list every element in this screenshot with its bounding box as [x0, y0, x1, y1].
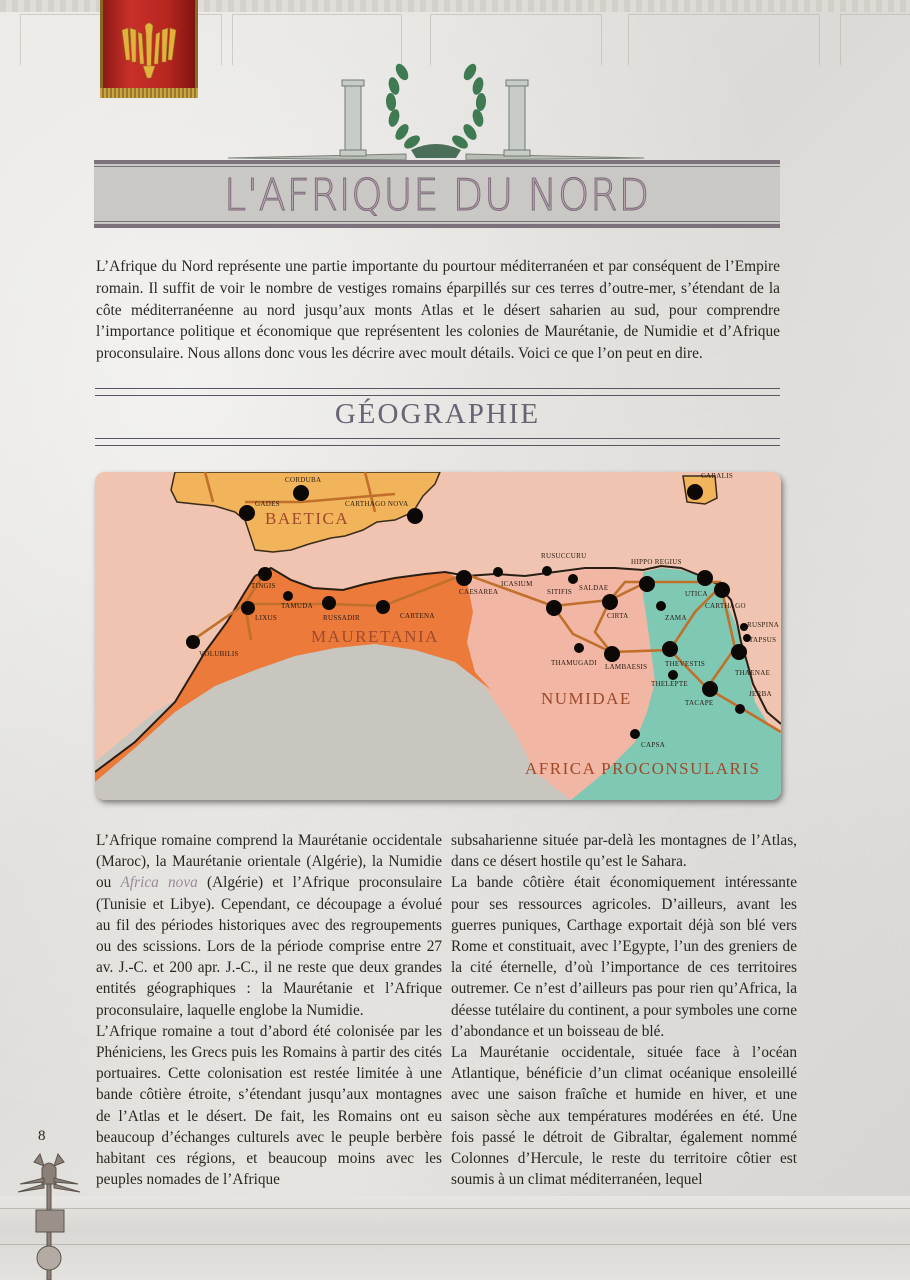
- column-right-base: [504, 150, 530, 156]
- wall-panel: [840, 14, 910, 65]
- city-marker: [702, 681, 718, 697]
- city-label: JERBA: [749, 690, 772, 698]
- text-column-left: [96, 830, 442, 1190]
- region-label-africa: AFRICA PROCONSULARIS: [525, 759, 761, 778]
- city-label: HIPPO REGIUS: [631, 558, 682, 566]
- city-marker: [376, 600, 390, 614]
- banner-fringe: [100, 88, 198, 98]
- city-marker: [239, 505, 255, 521]
- section-heading: GÉOGRAPHIE: [334, 398, 541, 430]
- paragraph: [96, 830, 442, 1021]
- city-marker: [731, 644, 747, 660]
- region-label-baetica: BAETICA: [265, 509, 350, 528]
- city-marker: [604, 646, 620, 662]
- paragraph: L’Afrique romaine a tout d’abord été colonisée par les Phéniciens, les Grecs puis les Romains à partir des cités portuaires. Cette colonisation est restée limitée à une bande côtière étroite, s’étendant jusqu’aux montagnes de l’Atlas et le désert. De fait, les Romains ont eu beaucoup d’échanges culturels avec le peuple berbère habitant ces régions, et beaucoup moins avec les peuples nomades de l’Afrique: [96, 1022, 442, 1189]
- wall-panel: [628, 14, 820, 65]
- city-marker: [456, 570, 472, 586]
- paragraph-text: L’Afrique romaine comprend la Maurétanie occidentale (Maroc), la Maurétanie orientale (Algérie), la Numidie ou: [96, 832, 442, 892]
- column-left-base: [340, 150, 366, 156]
- city-label: CARALIS: [701, 472, 734, 480]
- city-label: LAMBAESIS: [605, 663, 648, 671]
- city-label: THAMUGADI: [551, 659, 597, 667]
- roman-standard-icon: [14, 1150, 84, 1280]
- wall-line: [0, 1208, 910, 1209]
- section-rule-top: [95, 388, 780, 396]
- city-label: UTICA: [685, 590, 708, 598]
- city-label: CARTHAGO: [705, 602, 746, 610]
- region-label-mauretania: MAURETANIA: [311, 627, 439, 646]
- city-marker: [186, 635, 200, 649]
- city-label: THELEPTE: [651, 680, 689, 688]
- city-marker: [241, 601, 255, 615]
- city-marker: [714, 582, 730, 598]
- city-label: GADES: [255, 500, 280, 508]
- city-label: CARTHAGO NOVA: [345, 500, 409, 508]
- city-marker: [283, 591, 293, 601]
- city-label: CORDUBA: [285, 476, 322, 484]
- city-marker: [656, 601, 666, 611]
- city-marker: [687, 484, 703, 500]
- city-marker: [668, 670, 678, 680]
- city-marker: [574, 643, 584, 653]
- city-marker: [630, 729, 640, 739]
- wall-line: [0, 1244, 910, 1245]
- city-marker: [546, 600, 562, 616]
- city-marker: [735, 704, 745, 714]
- intro-paragraph: L’Afrique du Nord représente une partie importante du pourtour méditerranéen et par conséquent de l’Empire romain. Il suffit de voir le nombre de vestiges romains éparpillés sur ces terres d’outre-mer, s’étendant de la côte méditerranéenne au nord jusqu’aux monts Atlas et le désert saharien au sud, pour comprendre l’importance politique et économique que représentent les colonies de Maurétanie, de Numidie et d’Afrique proconsulaire. Nous allons donc vous les décrire avec moult détails. Voici ce que l’on peut en dire.: [96, 258, 780, 363]
- city-label: CAPSA: [641, 741, 666, 749]
- city-label: TACAPE: [685, 699, 714, 707]
- city-label: ZAMA: [665, 614, 687, 622]
- column-left-capital: [342, 80, 364, 86]
- map-north-africa: [95, 472, 781, 800]
- section-header: [95, 388, 780, 444]
- city-marker: [602, 594, 618, 610]
- city-label: RUSSADIR: [323, 614, 361, 622]
- city-label: RUSUCCURU: [541, 552, 587, 560]
- city-marker: [322, 596, 336, 610]
- city-label: TINGIS: [251, 582, 276, 590]
- region-label-numidae: NUMIDAE: [541, 689, 632, 708]
- italic-term: Africa nova: [120, 874, 198, 892]
- city-marker: [639, 576, 655, 592]
- paragraph-text: (Algérie) et l’Afrique proconsulaire (Tunisie et Libye). Cependant, ce découpage a évolué au fil des périodes historiques avec des regroupements ou des scissions. Lors de la période comprise entre 27 av. J.-C. et 200 apr. J.-C., il ne reste que deux grandes entités géographiques : la Maurétanie et l’Afrique proconsulaire, laquelle englobe la Numidie.: [96, 874, 443, 1019]
- city-marker: [493, 567, 503, 577]
- city-marker: [407, 508, 423, 524]
- chapter-title: L'AFRIQUE DU NORD: [224, 170, 650, 221]
- city-label: THEVESTIS: [665, 660, 706, 668]
- column-left-shaft: [345, 86, 361, 150]
- laurel-wreath-icon: [385, 62, 487, 158]
- paragraph: La Maurétanie occidentale, située face à l’océan Atlantique, bénéficie d’un climat océanique ensoleillé avec une saison fraîche et humide en hiver, et une saison sèche aux températures modérées en été. Une fois passé le détroit de Gibraltar, également nommé Colonnes d’Hercule, le reste du territoire côtier est soumis à un climat méditerranéen, lequel: [451, 1044, 797, 1189]
- city-label: TAMUDA: [281, 602, 313, 610]
- eagle-icon: [118, 20, 180, 80]
- city-label: SITIFIS: [547, 588, 573, 596]
- section-rule-bottom: [95, 438, 780, 446]
- city-label: TAPSUS: [749, 636, 777, 644]
- column-right-capital: [506, 80, 528, 86]
- roman-banner: [96, 0, 202, 104]
- city-marker: [697, 570, 713, 586]
- city-marker: [258, 567, 272, 581]
- chapter-title-box: [94, 160, 780, 228]
- city-label: SALDAE: [579, 584, 609, 592]
- city-label: LIXUS: [255, 614, 278, 622]
- city-marker: [542, 566, 552, 576]
- city-label: THAENAE: [735, 669, 771, 677]
- city-label: VOLUBILIS: [199, 650, 239, 658]
- city-label: CARTENA: [400, 612, 435, 620]
- city-label: RUSPINA: [747, 621, 780, 629]
- page-number: 8: [38, 1128, 46, 1144]
- city-label: ICASIUM: [501, 580, 533, 588]
- bottom-wall: [0, 1196, 910, 1280]
- city-marker: [662, 641, 678, 657]
- paragraph: La bande côtière était économiquement intéressante pour ses ressources agricoles. D’ailleurs, avant les guerres puniques, Carthage exportait déjà son blé vers Rome et constituait, avec l’Egypte, l’un des greniers de la cité éternelle, d’où l’importance de ces territoires outremer. Ce n’est d’ailleurs pas pour rien qu’Africa, la déesse tutélaire du continent, a pour symboles une corne d’abondance et un boisseau de blé.: [451, 874, 797, 1040]
- city-label: CAESAREA: [459, 588, 499, 596]
- laurel-columns-ornament: [226, 58, 646, 162]
- city-marker: [568, 574, 578, 584]
- text-column-right: [451, 830, 797, 1190]
- column-right-shaft: [509, 86, 525, 150]
- city-marker: [293, 485, 309, 501]
- city-label: CIRTA: [607, 612, 629, 620]
- paragraph: subsaharienne située par-delà les montagnes de l’Atlas, dans ce désert hostile qu’est le Sahara.: [451, 832, 797, 871]
